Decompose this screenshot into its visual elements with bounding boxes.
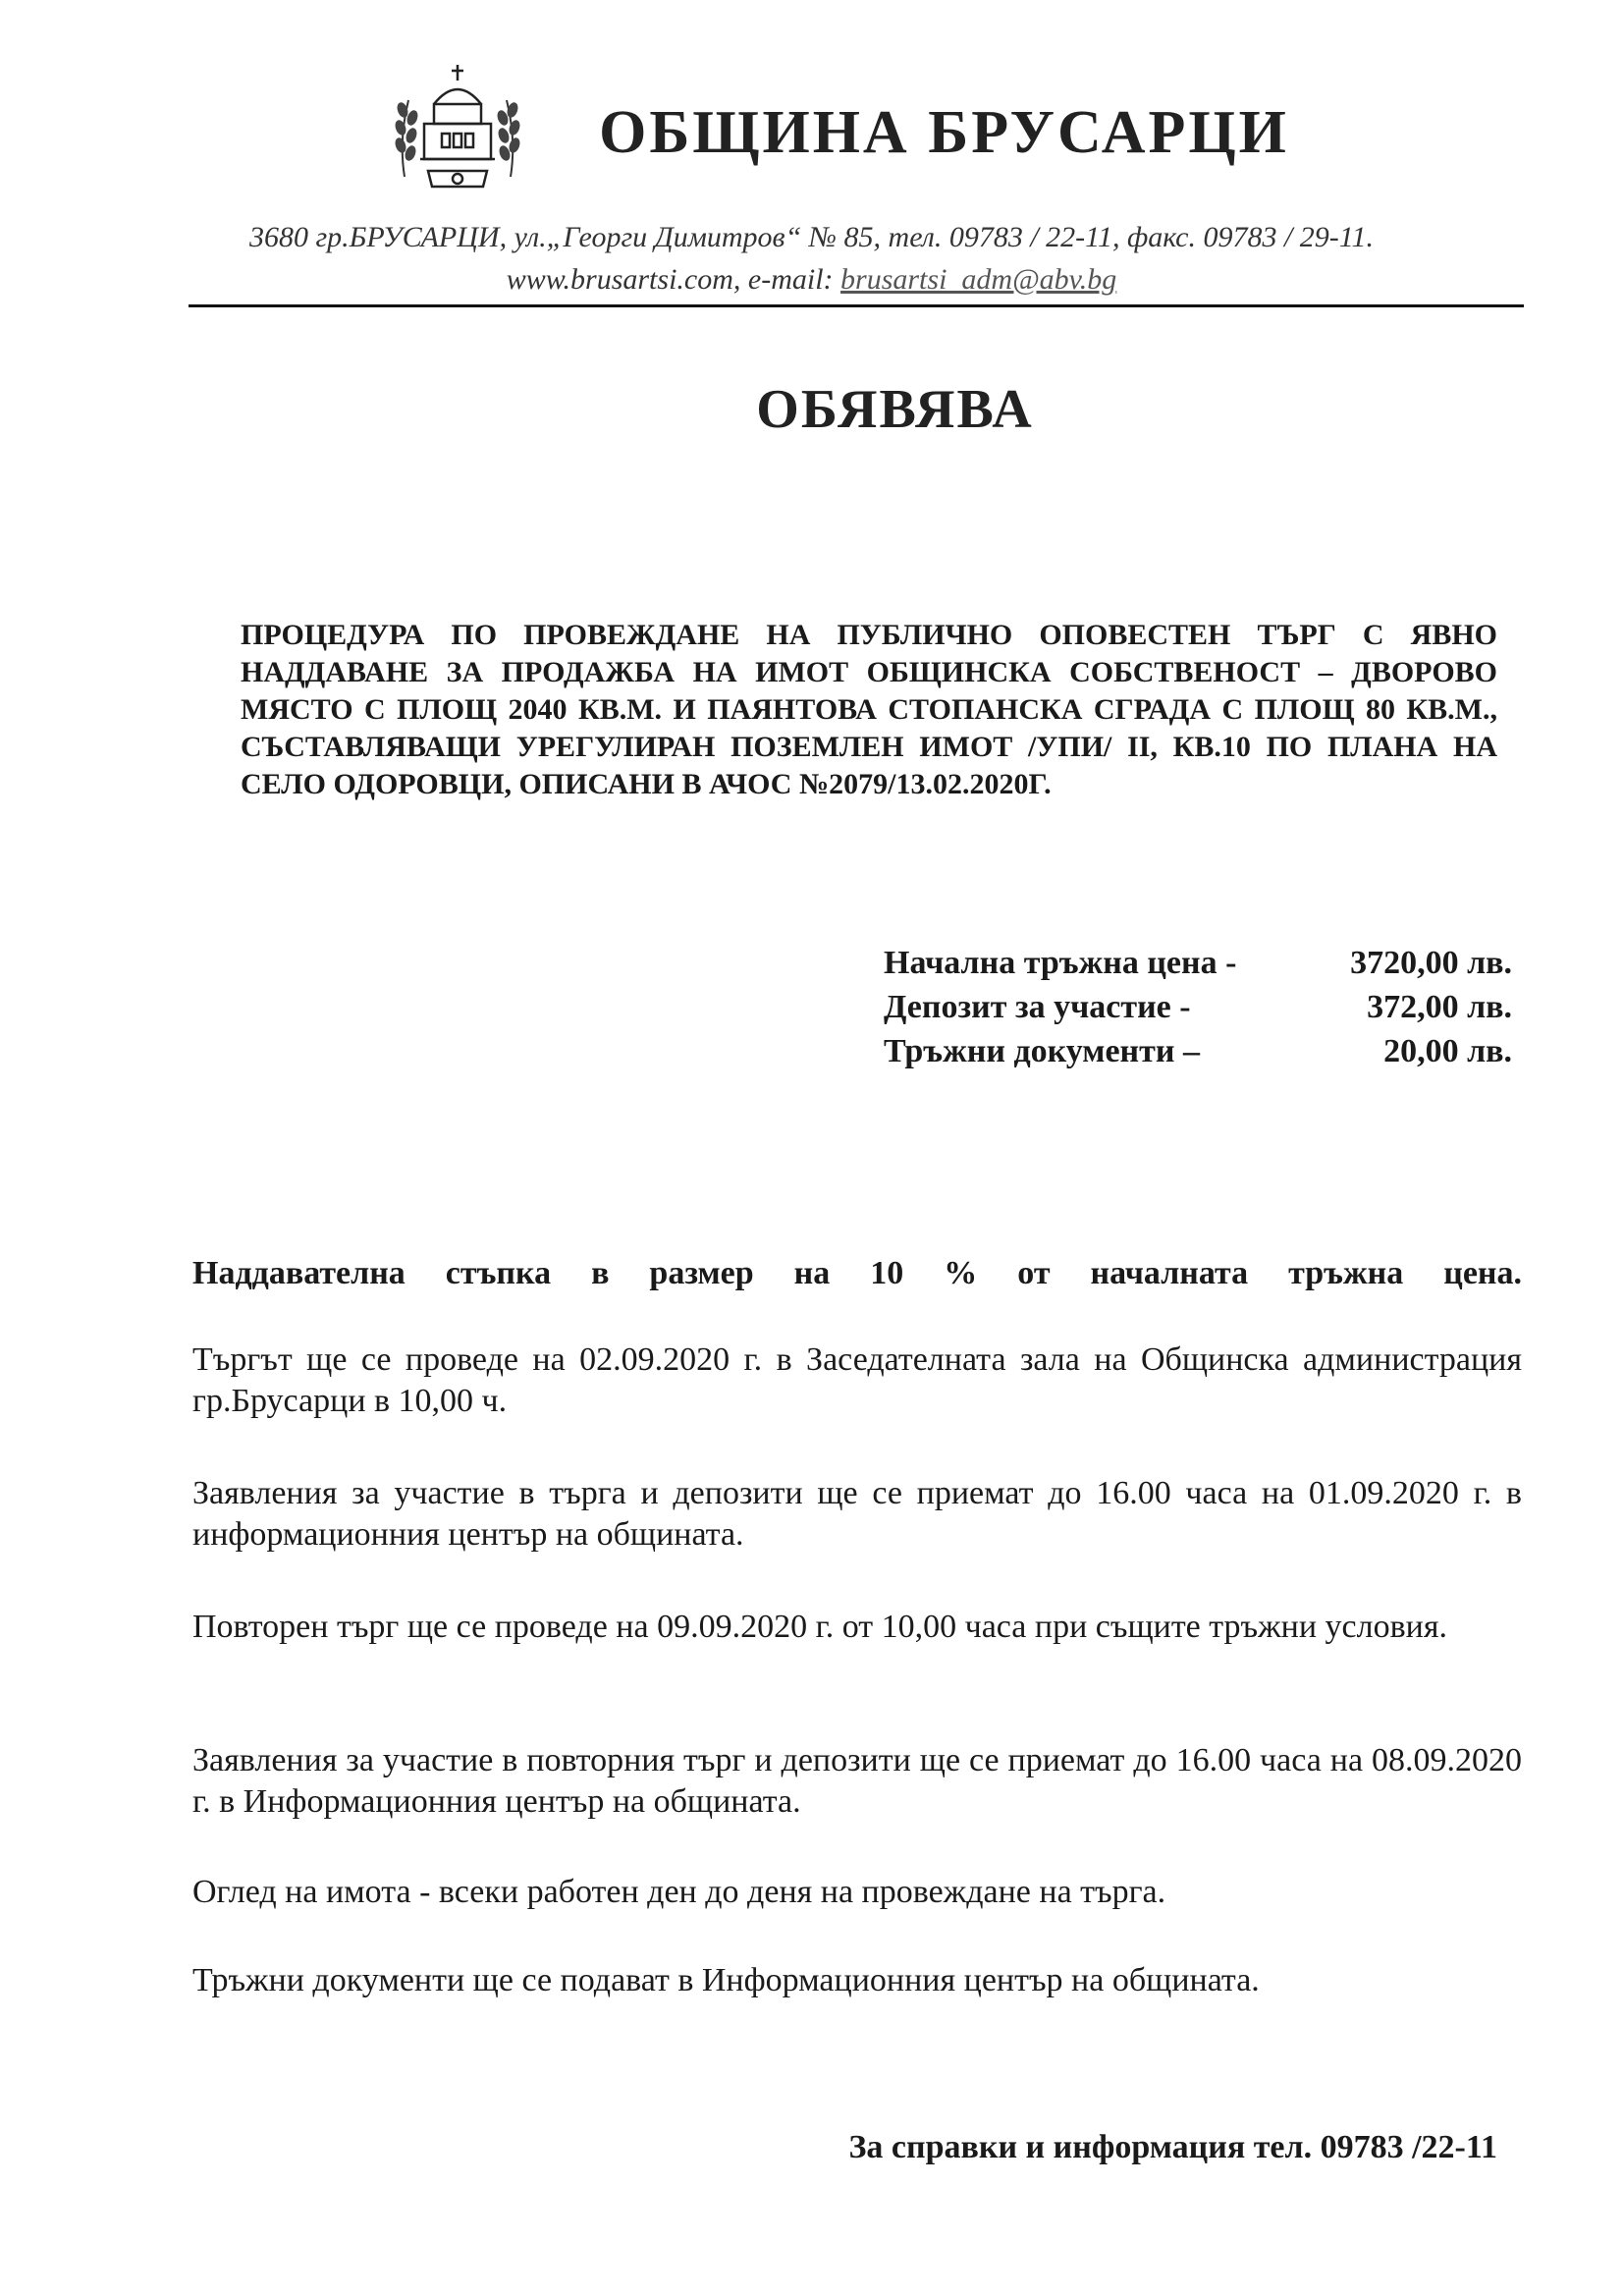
header-divider xyxy=(189,304,1524,307)
procedure-description: ПРОЦЕДУРА ПО ПРОВЕЖДАНЕ НА ПУБЛИЧНО ОПОВЕСТЕН ТЪРГ С ЯВНО НАДДАВАНЕ ЗА ПРОДАЖБА НА ИМОТ ОБЩИНСКА СОБСТВЕНОСТ – ДВОРОВО МЯСТО С ПЛОЩ 2040 КВ.М. И ПАЯНТОВА СТОПАНСКА СГРАДА С ПЛОЩ 80 КВ.М., СЪСТАВЛЯВАЩИ УРЕГУЛИРАН ПОЗЕМЛЕН ИМОТ /УПИ/ II, КВ.10 ПО ПЛАНА НА СЕЛО ОДОРОВЦИ, ОПИСАНИ В АЧОС №2079/13.02.2020Г. xyxy=(241,619,1497,800)
letterhead-address: 3680 гр.БРУСАРЦИ, ул.„Георги Димитров“ № 85, тел. 09783 / 22-11, факс. 09783 / 29-11. xyxy=(248,221,1375,253)
organization-name: ОБЩИНА БРУСАРЦИ xyxy=(599,99,1289,166)
email-label: , e-mail: xyxy=(732,263,841,296)
footer-contact-info: За справки и информация тел. 09783 /22-11 xyxy=(848,2129,1497,2165)
letterhead-contacts xyxy=(0,263,1623,297)
email-link[interactable]: brusartsi_adm@abv.bg xyxy=(840,263,1117,296)
paragraph-repeat-applications: Заявления за участие в повторния търг и депозити ще се приемат до 16.00 часа на 08.09.2020 г. в Информационния център на общината. xyxy=(192,1742,1522,1820)
price-row-starting-price xyxy=(884,945,1512,988)
price-label: Начална тръжна цена - xyxy=(884,945,1237,981)
paragraph-auction-date: Търгът ще се проведе на 02.09.2020 г. в Заседателната зала на Общинска администрация гр.Брусарци в 10,00 ч. xyxy=(192,1341,1522,1419)
price-row-documents xyxy=(884,1033,1512,1076)
paragraph-repeat-auction: Повторен търг ще се проведе на 09.09.2020 г. от 10,00 часа при същите тръжни условия. xyxy=(192,1609,1447,1645)
paragraph-applications-deadline: Заявления за участие в търга и депозити ще се приемат до 16.00 часа на 01.09.2020 г. в информационния център на общината. xyxy=(192,1475,1522,1553)
price-row-deposit xyxy=(884,989,1512,1032)
website-link[interactable]: www.brusartsi.com xyxy=(506,263,733,296)
price-label: Тръжни документи – xyxy=(884,1033,1200,1069)
price-value: 3720,00 лв. xyxy=(1350,945,1512,981)
document-title: ОБЯВЯВА xyxy=(756,379,1034,440)
paragraph-documents-submission: Тръжни документи ще се подават в Информационния център на общината. xyxy=(192,1962,1260,1998)
paragraph-property-inspection: Оглед на имота - всеки работен ден до деня на провеждане на търга. xyxy=(192,1874,1166,1910)
bid-increment-notice: Наддавателна стъпка в размер на 10 % от началната тръжна цена. xyxy=(192,1255,1522,1291)
price-value: 372,00 лв. xyxy=(1367,989,1512,1025)
price-value: 20,00 лв. xyxy=(1383,1033,1512,1069)
price-label: Депозит за участие - xyxy=(884,989,1191,1025)
